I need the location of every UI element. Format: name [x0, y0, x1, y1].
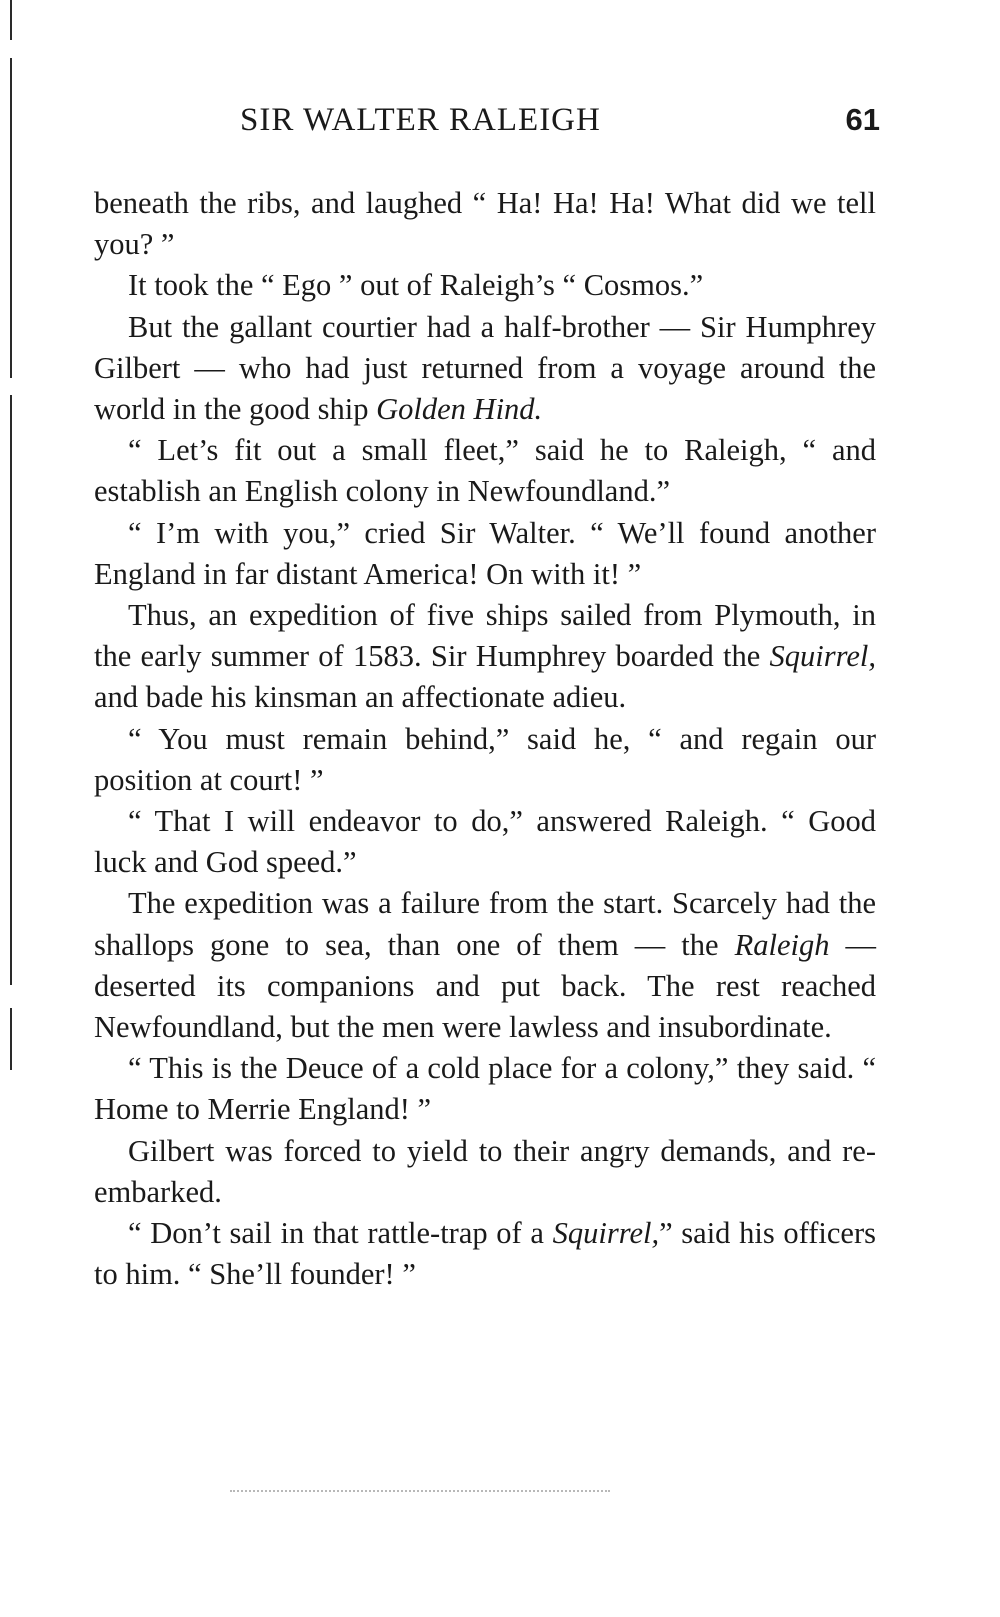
paragraph: “ Don’t sail in that rattle-trap of a Squirrel,” said his officers to him. “ She’ll founder! ”: [94, 1216, 876, 1292]
paragraph: The expedition was a failure from the start. Scarcely had the shallops gone to sea, than one of them — the Raleigh — deserted its companions and put back. The rest reached Newfoundland, but the men were lawless and insubordinate.: [94, 886, 877, 1045]
running-title: SIR WALTER RALEIGH: [240, 102, 601, 138]
paragraph: “ That I will endeavor to do,” answered Raleigh. “ Good luck and God speed.”: [94, 804, 876, 880]
body-text: [94, 183, 876, 1295]
paragraph: beneath the ribs, and laughed “ Ha! Ha! Ha! What did we tell you? ”: [94, 186, 876, 262]
paragraph: “ I’m with you,” cried Sir Walter. “ We’ll found another England in far distant America! On with it! ”: [94, 515, 876, 591]
ship-name: Golden Hind.: [376, 392, 543, 427]
ship-name: Squirrel,: [769, 639, 876, 674]
paragraph: “ You must remain behind,” said he, “ and regain our position at court! ”: [94, 721, 876, 797]
paragraph: Gilbert was forced to yield to their angry demands, and re-embarked.: [94, 1133, 876, 1209]
page-header: [240, 102, 880, 142]
paragraph: “ This is the Deuce of a cold place for a colony,” they said. “ Home to Merrie England! ”: [94, 1051, 876, 1127]
scan-edge-line: [10, 395, 12, 985]
scan-edge-line: [10, 1008, 12, 1070]
paragraph: It took the “ Ego ” out of Raleigh’s “ Cosmos.”: [128, 268, 704, 303]
scan-edge-line: [10, 58, 12, 378]
page-number: 61: [845, 102, 880, 137]
ship-name: Raleigh: [734, 927, 830, 962]
paragraph: “ Let’s fit out a small fleet,” said he to Raleigh, “ and establish an English colony in Newfoundland.”: [94, 433, 876, 509]
ship-name: Squirrel,: [552, 1216, 660, 1251]
paragraph: Thus, an expedition of five ships sailed from Plymouth, in the early summer of 1583. Sir Humphrey boarded the Squirrel, and bade his kinsman an affectionate adieu.: [94, 598, 876, 715]
scan-footer-marks: [230, 1490, 610, 1496]
paragraph: But the gallant courtier had a half-brother — Sir Humphrey Gilbert — who had just returned from a voyage around the world in the good ship Golden Hind.: [94, 309, 876, 427]
scan-edge-line: [10, 0, 12, 40]
